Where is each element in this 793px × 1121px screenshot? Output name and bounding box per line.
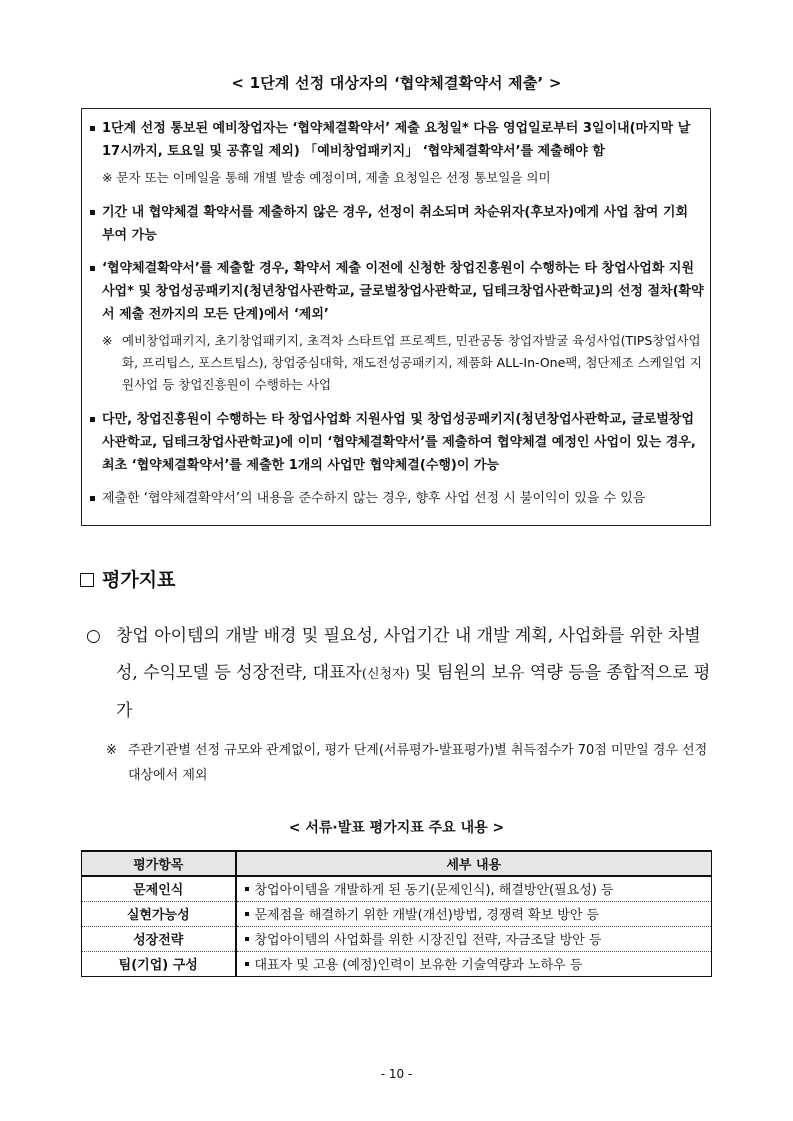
notice-item — [88, 408, 704, 477]
table-row — [82, 951, 712, 976]
detail-cell — [236, 951, 712, 976]
detail-cell — [236, 901, 712, 926]
notice-box — [81, 108, 711, 526]
paragraph-text-b: 및 팀원의 보유 역량 등을 종합적으로 평가 — [116, 663, 711, 721]
note-mark: ※ — [102, 333, 113, 348]
category-cell: 팀(기업) 구성 — [82, 951, 236, 976]
column-header: 평가항목 — [82, 851, 236, 876]
notice-item-text: ‘협약체결확약서’를 제출할 경우, 확약서 제출 이전에 신청한 창업진흥원이 수행하는 타 창업사업화 지원사업* 및 창업성공패키지(청년창업사관학교, 글로벌창업사관학교, 딥테크창업사관학교)의 선정 절차(확약서 제출 전까지의 모든 단계)에서 ‘제외’ — [102, 261, 704, 322]
square-bullet-icon — [245, 962, 249, 966]
notice-item — [88, 257, 704, 326]
circle-bullet-icon: ○ — [86, 626, 101, 646]
paragraph-text-small: (신청자) — [361, 667, 410, 682]
detail-text: 문제점을 해결하기 위한 개발(개선)방법, 경쟁력 확보 방안 등 — [254, 908, 600, 923]
empty-square-icon — [80, 573, 94, 587]
notice-note — [88, 330, 704, 396]
square-bullet-icon — [245, 912, 249, 916]
column-header: 세부 내용 — [236, 851, 712, 876]
paragraph-text-a: 창업 아이템의 개발 배경 및 필요성, 사업기간 내 개발 계획, 사업화를 위한 차별성, 수익모델 등 성장전략, 대표자 — [116, 626, 701, 683]
paragraph-text — [86, 618, 716, 730]
table-header-row — [82, 851, 712, 876]
page-title: < 1단계 선정 대상자의 ‘협약체결확약서 제출’ > — [231, 74, 562, 92]
evaluation-paragraph — [86, 618, 716, 730]
square-bullet-icon — [90, 126, 95, 131]
note-mark: ※ — [106, 743, 117, 758]
detail-text: 창업아이템을 개발하게 된 동기(문제인식), 해결방안(필요성) 등 — [254, 883, 614, 899]
score-note-text: 주관기관별 선정 규모와 관계없이, 평가 단계(서류평가-발표평가)별 취득점수가 70점 미만일 경우 선정 대상에서 제외 — [128, 743, 708, 783]
notice-item — [88, 117, 704, 163]
detail-cell — [236, 876, 712, 901]
category-cell: 성장전략 — [82, 926, 236, 951]
notice-item-text: 제출한 ‘협약체결확약서’의 내용을 준수하지 않는 경우, 향후 사업 선정 시 불이익이 있을 수 있음 — [102, 491, 646, 506]
notice-note: ※ 문자 또는 이메일을 통해 개별 발송 예정이며, 제출 요청일은 선정 통보일을 의미 — [102, 170, 551, 185]
square-bullet-icon — [90, 210, 95, 215]
notice-item — [88, 487, 704, 510]
score-note — [106, 738, 714, 788]
table-row — [82, 876, 712, 901]
table-row — [82, 901, 712, 926]
notice-item-text: 기간 내 협약체결 확약서를 제출하지 않은 경우, 선정이 취소되며 차순위자(후보자)에게 사업 참여 기회 부여 가능 — [102, 205, 689, 243]
detail-text: 창업아이템의 사업화를 위한 시장진입 전략, 자금조달 방안 등 — [254, 933, 602, 948]
square-bullet-icon — [90, 417, 95, 422]
detail-cell — [236, 926, 712, 951]
square-bullet-icon — [245, 887, 249, 891]
table-row — [82, 926, 712, 951]
category-cell: 문제인식 — [82, 876, 236, 901]
section-heading-text: 평가지표 — [102, 569, 176, 591]
detail-text: 대표자 및 고용 (예정)인력이 보유한 기술역량과 노하우 등 — [254, 958, 583, 973]
square-bullet-icon — [245, 937, 249, 941]
table-title: < 서류·발표 평가지표 주요 내용 > — [288, 820, 505, 836]
notice-item-text: 다만, 창업진흥원이 수행하는 타 창업사업화 지원사업 및 창업성공패키지(청년창업사관학교, 글로벌창업사관학교, 딥테크창업사관학교)에 이미 ‘협약체결확약서’를 제출하여 협약체결 예정인 사업이 있는 경우, 최초 ‘협약체결확약서’를 제출한 1개의 사업만 협약체결(수행)이 가능 — [102, 412, 696, 473]
notice-note-text: 예비창업패키지, 초기창업패키지, 초격차 스타트업 프로젝트, 민관공동 창업자발굴 육성사업(TIPS창업사업화, 프리팁스, 포스트팁스), 창업중심대학, 재도전성공패키지, 제품화 ALL-In-One팩, 첨단제조 스케일업 지원사업 등 창업진흥원이 수행하는 사업 — [122, 333, 702, 392]
square-bullet-icon — [90, 496, 95, 501]
square-bullet-icon — [90, 266, 95, 271]
notice-item — [88, 201, 704, 247]
page-number: - 10 - — [380, 1067, 413, 1081]
section-heading — [80, 565, 175, 592]
evaluation-table — [81, 850, 712, 977]
category-cell: 실현가능성 — [82, 901, 236, 926]
notice-item-text: 1단계 선정 통보된 예비창업자는 ‘협약체결확약서’ 제출 요청일* 다음 영업일로부터 3일이내(마지막 날 17시까지, 토요일 및 공휴일 제외) 「예비창업패키지」 ‘협약체결확약서’를 제출해야 함 — [102, 121, 691, 159]
